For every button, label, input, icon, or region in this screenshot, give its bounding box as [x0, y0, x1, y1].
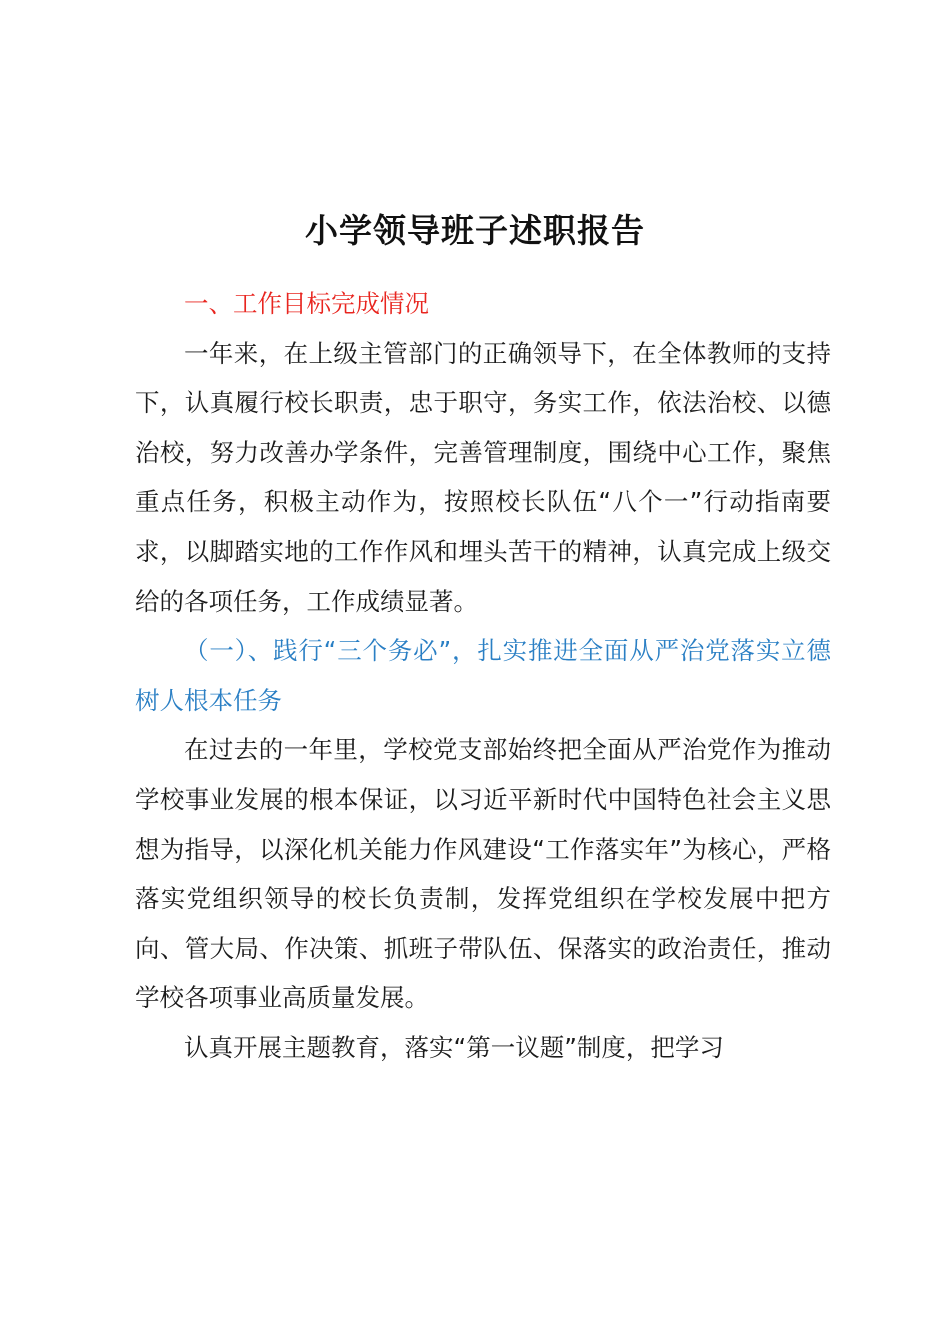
document-body: [135, 279, 831, 1073]
document-title: 小学领导班子述职报告: [305, 211, 645, 250]
body-paragraph: 一年来，在上级主管部门的正确领导下，在全体教师的支持下，认真履行校长职责，忠于职守，务实工作，依法治校、以德治校，努力改善办学条件，完善管理制度，围绕中心工作，聚焦重点任务，积极主动作为，按照校长队伍“八个一”行动指南要求，以脚踏实地的工作作风和埋头苦干的精神，认真完成上级交给的各项任务，工作成绩显著。: [135, 338, 831, 616]
body-paragraph: 认真开展主题教育，落实“第一议题”制度，把学习: [184, 1032, 724, 1062]
section-heading: 一、工作目标完成情况: [184, 289, 429, 318]
body-paragraph: 在过去的一年里，学校党支部始终把全面从严治党作为推动学校事业发展的根本保证，以习近平新时代中国特色社会主义思想为指导，以深化机关能力作风建设“工作落实年”为核心，严格落实党组织领导的校长负责制，发挥党组织在学校发展中把方向、管大局、作决策、抓班子带队伍、保落实的政治责任，推动学校各项事业高质量发展。: [135, 735, 831, 1013]
subsection-heading: （一）、践行“三个务必”，扎实推进全面从严治党落实立德树人根本任务: [135, 636, 831, 715]
